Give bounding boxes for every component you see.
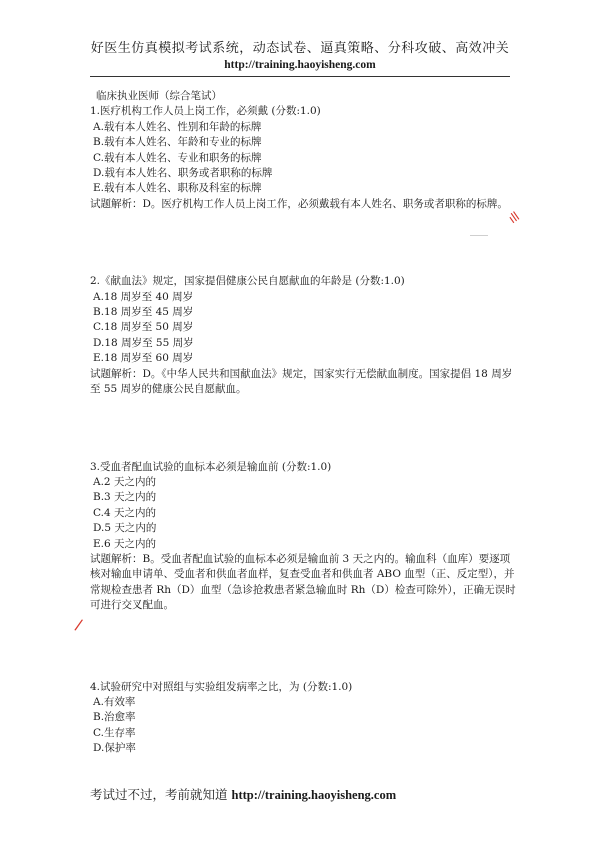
question-stem: 3.受血者配血试验的血标本必须是输血前 (分数:1.0) — [90, 460, 332, 473]
option-c[interactable]: C.4 天之内的 — [93, 506, 157, 519]
option-b[interactable]: B.载有本人姓名、年龄和专业的标牌 — [93, 136, 262, 149]
page-footer — [90, 785, 396, 803]
option-d[interactable]: D.载有本人姓名、职务或者职称的标牌 — [93, 167, 273, 180]
question-1 — [90, 104, 520, 212]
question-explanation: 试题解析：B。受血者配血试验的血标本必须是输血前 3 天之内的。输血科（血库）要逐项核对输血申请单、受血者和供血者血样，复查受血者和供血者 ABO 血型（正、反定型），并常规检查患者 Rh（D）血型（急诊抢救患者紧急输血时 Rh（D）检查可除外），正确无误时可进行交叉配血。 — [90, 552, 516, 612]
header-url[interactable]: http://training.haoyisheng.com — [224, 59, 376, 71]
question-4 — [90, 680, 520, 757]
option-e[interactable]: E.载有本人姓名、职称及科室的标牌 — [93, 182, 262, 195]
footer-url[interactable]: http://training.haoyisheng.com — [231, 788, 397, 802]
header-divider — [90, 76, 510, 77]
exam-title: 临床执业医师（综合笔试） — [96, 90, 222, 102]
header-title: 好医生仿真模拟考试系统，动态试卷、逼真策略、分科攻破、高效冲关 — [90, 41, 510, 56]
question-2 — [90, 274, 520, 397]
option-e[interactable]: E.6 天之内的 — [93, 537, 157, 550]
option-d[interactable]: D.18 周岁至 55 周岁 — [93, 336, 194, 349]
option-a[interactable]: A.18 周岁至 40 周岁 — [93, 290, 194, 303]
page-header — [0, 40, 600, 72]
option-a[interactable]: A.2 天之内的 — [93, 475, 156, 488]
option-a[interactable]: A.载有本人姓名、性别和年龄的标牌 — [93, 120, 262, 133]
option-d[interactable]: D.保护率 — [93, 742, 136, 755]
red-slash-mark: / — [73, 615, 85, 636]
footer-slogan: 考试过不过，考前就知道 — [90, 787, 228, 802]
option-a[interactable]: A.有效率 — [93, 695, 136, 708]
grey-speck — [470, 235, 488, 236]
question-explanation: 试题解析：D。《中华人民共和国献血法》规定，国家实行无偿献血制度。国家提倡 18 周岁至 55 周岁的健康公民自愿献血。 — [90, 367, 513, 396]
option-b[interactable]: B.18 周岁至 45 周岁 — [93, 306, 194, 319]
question-stem: 1.医疗机构工作人员上岗工作，必须戴 (分数:1.0) — [90, 105, 321, 118]
option-d[interactable]: D.5 天之内的 — [93, 522, 157, 535]
option-e[interactable]: E.18 周岁至 60 周岁 — [93, 352, 194, 365]
question-3 — [90, 460, 520, 614]
red-tick-mark: ıll — [505, 208, 522, 227]
option-c[interactable]: C.18 周岁至 50 周岁 — [93, 321, 194, 334]
exam-content — [90, 89, 520, 757]
question-explanation: 试题解析：D。医疗机构工作人员上岗工作，必须戴载有本人姓名、职务或者职称的标牌。 — [90, 197, 508, 210]
question-stem: 2.《献血法》规定，国家提倡健康公民自愿献血的年龄是 (分数:1.0) — [90, 275, 405, 288]
question-stem: 4.试验研究中对照组与实验组发病率之比，为 (分数:1.0) — [90, 680, 353, 693]
option-b[interactable]: B.3 天之内的 — [93, 491, 157, 504]
option-c[interactable]: C.生存率 — [93, 726, 136, 739]
option-b[interactable]: B.治愈率 — [93, 711, 136, 724]
option-c[interactable]: C.载有本人姓名、专业和职务的标牌 — [93, 151, 262, 164]
